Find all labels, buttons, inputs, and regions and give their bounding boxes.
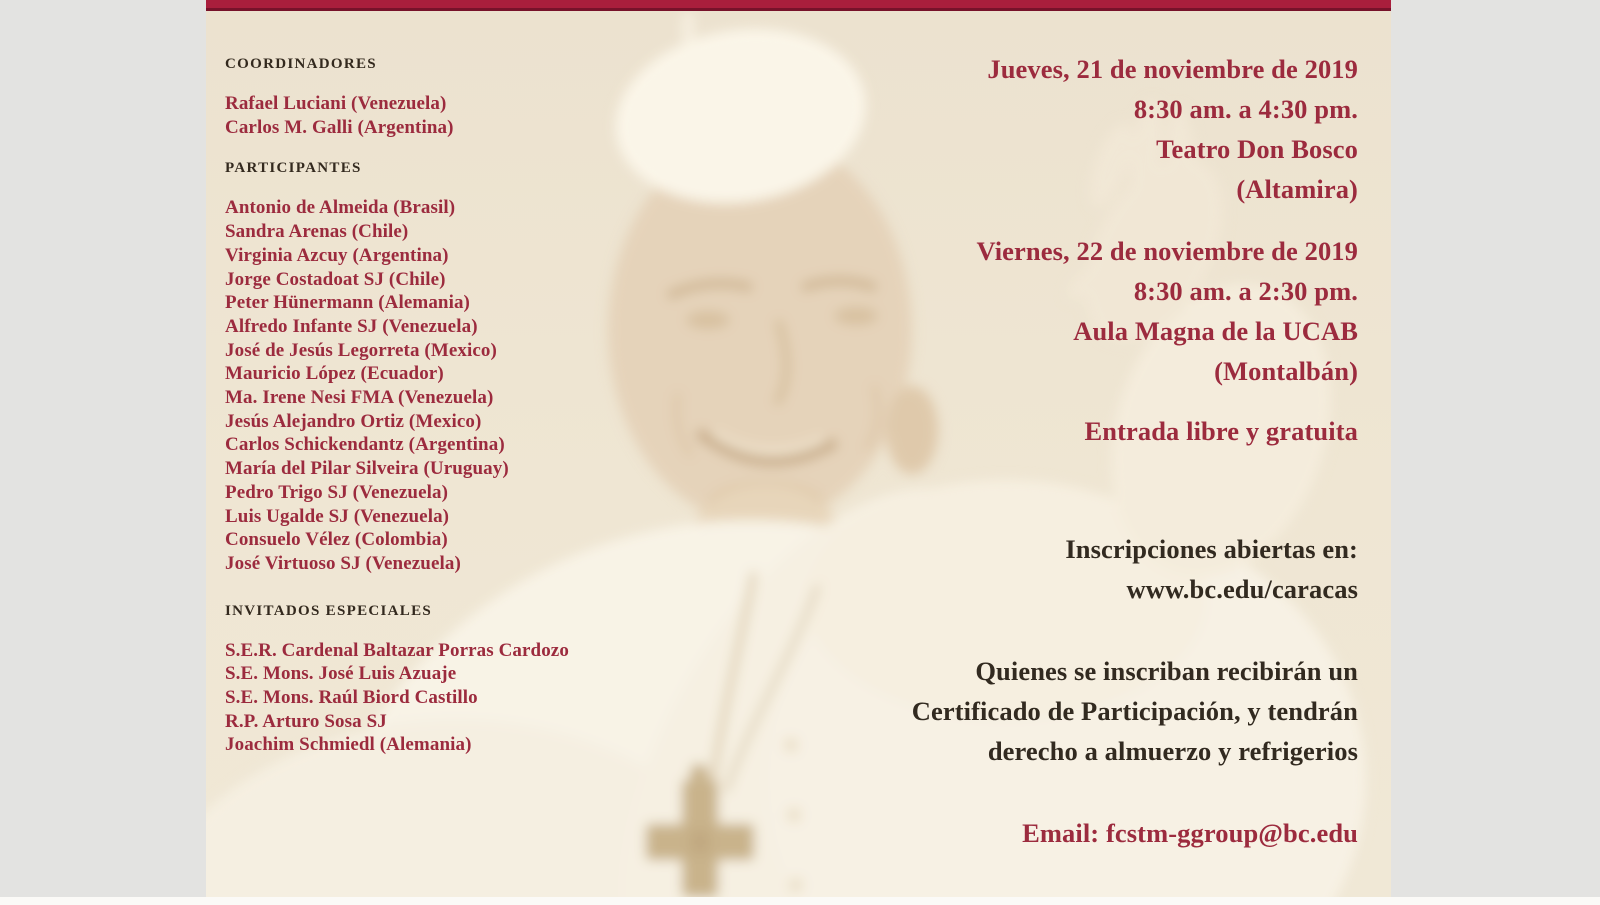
special-guests-heading: INVITADOS ESPECIALES — [225, 602, 433, 619]
person-entry: S.E. Mons. José Luis Azuaje — [225, 663, 457, 685]
registration-line: www.bc.edu/caracas — [1126, 574, 1358, 604]
event-detail-line: Viernes, 22 de noviembre de 2019 — [976, 236, 1358, 266]
free-admission-note: Entrada libre y gratuita — [1084, 416, 1358, 446]
event-day-2-block — [758, 231, 1358, 391]
names-column — [225, 0, 655, 757]
person-entry: S.E. Mons. Raúl Biord Castillo — [225, 687, 478, 709]
event-detail-line: 8:30 am. a 2:30 pm. — [1133, 276, 1358, 306]
special-guests-list — [225, 639, 655, 758]
zucchetto-stem — [682, 12, 694, 44]
event-poster — [206, 0, 1391, 897]
event-day-1-block — [758, 49, 1358, 209]
person-entry: José Virtuoso SJ (Venezuela) — [225, 552, 461, 574]
event-detail-line: (Altamira) — [1236, 174, 1358, 204]
person-entry: Pedro Trigo SJ (Venezuela) — [225, 481, 449, 503]
person-entry: R.P. Arturo Sosa SJ — [225, 710, 387, 732]
person-entry: Ma. Irene Nesi FMA (Venezuela) — [225, 387, 494, 409]
coordinators-list — [225, 92, 655, 139]
page-bottom-strip — [0, 897, 1600, 905]
person-entry: Jorge Costadoat SJ (Chile) — [225, 268, 446, 290]
event-detail-line: Jueves, 21 de noviembre de 2019 — [987, 54, 1358, 84]
registration-line: Inscripciones abiertas en: — [1065, 534, 1358, 564]
event-detail-line: Aula Magna de la UCAB — [1073, 316, 1358, 346]
certificate-note-block — [758, 651, 1358, 771]
person-entry: Joachim Schmiedl (Alemania) — [225, 734, 472, 756]
person-entry: Consuelo Vélez (Colombia) — [225, 529, 448, 551]
person-entry: Carlos Schickendantz (Argentina) — [225, 434, 505, 456]
event-details-column — [758, 0, 1358, 853]
person-entry: Carlos M. Galli (Argentina) — [225, 116, 454, 138]
certificate-line: Quienes se inscriban recibirán un — [975, 656, 1358, 686]
event-detail-line: Teatro Don Bosco — [1156, 134, 1358, 164]
participants-list — [225, 196, 655, 575]
person-entry: María del Pilar Silveira (Uruguay) — [225, 458, 509, 480]
registration-block — [758, 529, 1358, 609]
person-entry: Rafael Luciani (Venezuela) — [225, 93, 447, 114]
contact-email: Email: fcstm-ggroup@bc.edu — [1022, 818, 1358, 848]
certificate-line: derecho a almuerzo y refrigerios — [987, 736, 1358, 766]
event-detail-line: 8:30 am. a 4:30 pm. — [1133, 94, 1358, 124]
person-entry: Alfredo Infante SJ (Venezuela) — [225, 315, 478, 337]
coordinators-heading: COORDINADORES — [225, 56, 377, 72]
person-entry: Luis Ugalde SJ (Venezuela) — [225, 505, 450, 527]
certificate-line: Certificado de Participación, y tendrán — [911, 696, 1358, 726]
person-entry: José de Jesús Legorreta (Mexico) — [225, 339, 497, 361]
event-detail-line: (Montalbán) — [1214, 356, 1358, 386]
person-entry: Jesús Alejandro Ortiz (Mexico) — [225, 410, 482, 432]
person-entry: S.E.R. Cardenal Baltazar Porras Cardozo — [225, 639, 569, 661]
person-entry: Peter Hünermann (Alemania) — [225, 292, 470, 314]
person-entry: Antonio de Almeida (Brasil) — [225, 197, 456, 219]
participants-heading: PARTICIPANTES — [225, 160, 362, 177]
person-entry: Sandra Arenas (Chile) — [225, 221, 409, 243]
top-accent-bar — [206, 0, 1391, 11]
person-entry: Virginia Azcuy (Argentina) — [225, 244, 449, 266]
person-entry: Mauricio López (Ecuador) — [225, 363, 444, 385]
